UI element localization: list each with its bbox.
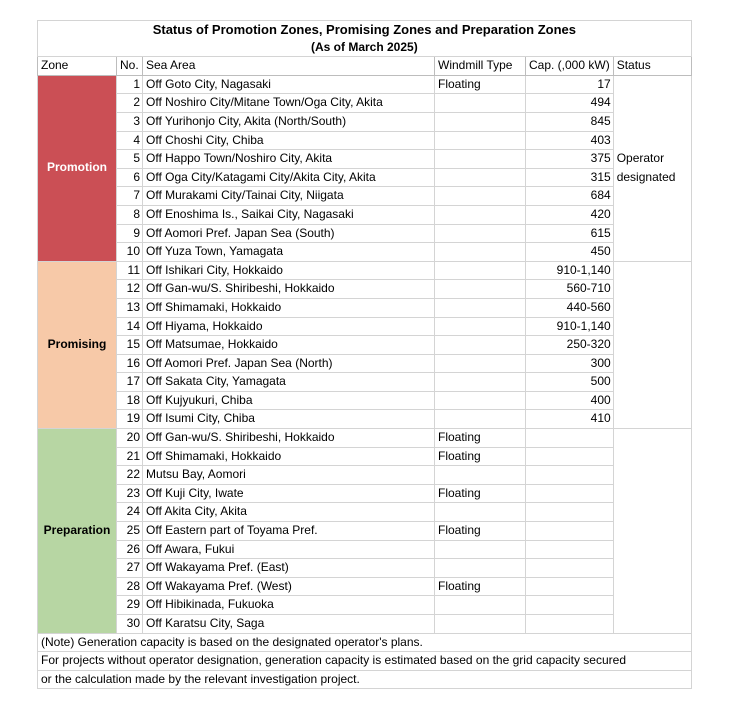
sea-area: Off Matsumae, Hokkaido bbox=[143, 336, 435, 355]
capacity bbox=[526, 484, 614, 503]
windmill-type bbox=[435, 261, 526, 280]
row-number: 17 bbox=[117, 373, 143, 392]
capacity: 500 bbox=[526, 373, 614, 392]
capacity: 315 bbox=[526, 168, 614, 187]
capacity: 910-1,140 bbox=[526, 317, 614, 336]
header-row bbox=[38, 57, 692, 76]
sea-area: Off Goto City, Nagasaki bbox=[143, 75, 435, 94]
sea-area: Off Happo Town/Noshiro City, Akita bbox=[143, 150, 435, 169]
table-row bbox=[38, 187, 692, 206]
sea-area: Off Awara, Fukui bbox=[143, 540, 435, 559]
table-row bbox=[38, 336, 692, 355]
capacity: 440-560 bbox=[526, 298, 614, 317]
sea-area: Off Noshiro City/Mitane Town/Oga City, Akita bbox=[143, 94, 435, 113]
row-number: 20 bbox=[117, 429, 143, 448]
capacity: 450 bbox=[526, 243, 614, 262]
table-row bbox=[38, 224, 692, 243]
sea-area: Off Gan-wu/S. Shiribeshi, Hokkaido bbox=[143, 429, 435, 448]
windmill-type bbox=[435, 540, 526, 559]
windmill-type bbox=[435, 615, 526, 634]
sea-area: Off Yuza Town, Yamagata bbox=[143, 243, 435, 262]
windmill-type bbox=[435, 280, 526, 299]
windmill-type: Floating bbox=[435, 75, 526, 94]
sea-area: Off Shimamaki, Hokkaido bbox=[143, 447, 435, 466]
row-number: 27 bbox=[117, 559, 143, 578]
sea-area: Off Aomori Pref. Japan Sea (South) bbox=[143, 224, 435, 243]
capacity: 910-1,140 bbox=[526, 261, 614, 280]
sea-area: Off Choshi City, Chiba bbox=[143, 131, 435, 150]
table-row bbox=[38, 615, 692, 634]
row-number: 25 bbox=[117, 522, 143, 541]
table-row bbox=[38, 540, 692, 559]
capacity: 403 bbox=[526, 131, 614, 150]
table-row bbox=[38, 522, 692, 541]
table-container bbox=[37, 20, 692, 689]
table-row bbox=[38, 168, 692, 187]
row-number: 28 bbox=[117, 577, 143, 596]
windmill-type bbox=[435, 168, 526, 187]
row-number: 23 bbox=[117, 484, 143, 503]
row-number: 18 bbox=[117, 391, 143, 410]
sea-area: Off Yurihonjo City, Akita (North/South) bbox=[143, 112, 435, 131]
capacity: 300 bbox=[526, 354, 614, 373]
table-title: Status of Promotion Zones, Promising Zones and Preparation Zones bbox=[38, 21, 692, 39]
sea-area: Off Hibikinada, Fukuoka bbox=[143, 596, 435, 615]
row-number: 1 bbox=[117, 75, 143, 94]
windmill-type bbox=[435, 559, 526, 578]
table-row bbox=[38, 298, 692, 317]
capacity: 560-710 bbox=[526, 280, 614, 299]
row-number: 2 bbox=[117, 94, 143, 113]
note-text: or the calculation made by the relevant investigation project. bbox=[38, 670, 692, 689]
table-row bbox=[38, 373, 692, 392]
table-row bbox=[38, 391, 692, 410]
row-number: 6 bbox=[117, 168, 143, 187]
capacity: 17 bbox=[526, 75, 614, 94]
note-text: For projects without operator designation, generation capacity is estimated based on the grid capacity secured bbox=[38, 652, 692, 671]
row-number: 11 bbox=[117, 261, 143, 280]
capacity: 684 bbox=[526, 187, 614, 206]
row-number: 30 bbox=[117, 615, 143, 634]
capacity bbox=[526, 596, 614, 615]
capacity bbox=[526, 559, 614, 578]
sea-area: Off Eastern part of Toyama Pref. bbox=[143, 522, 435, 541]
windmill-type bbox=[435, 224, 526, 243]
sea-area: Mutsu Bay, Aomori bbox=[143, 466, 435, 485]
windmill-type bbox=[435, 298, 526, 317]
windmill-type: Floating bbox=[435, 522, 526, 541]
zone-label-promotion: Promotion bbox=[38, 75, 117, 261]
table-row bbox=[38, 150, 692, 169]
row-number: 8 bbox=[117, 205, 143, 224]
windmill-type bbox=[435, 150, 526, 169]
sea-area: Off Kuji City, Iwate bbox=[143, 484, 435, 503]
windmill-type bbox=[435, 373, 526, 392]
status-promotion: Operator designated bbox=[613, 75, 691, 261]
row-number: 12 bbox=[117, 280, 143, 299]
row-number: 22 bbox=[117, 466, 143, 485]
capacity bbox=[526, 540, 614, 559]
windmill-type bbox=[435, 596, 526, 615]
capacity: 845 bbox=[526, 112, 614, 131]
status-preparation bbox=[613, 429, 691, 634]
zones-table bbox=[37, 20, 692, 689]
capacity bbox=[526, 615, 614, 634]
windmill-type: Floating bbox=[435, 577, 526, 596]
table-row bbox=[38, 559, 692, 578]
sea-area: Off Hiyama, Hokkaido bbox=[143, 317, 435, 336]
table-row bbox=[38, 131, 692, 150]
sea-area: Off Wakayama Pref. (East) bbox=[143, 559, 435, 578]
table-row bbox=[38, 577, 692, 596]
table-row bbox=[38, 280, 692, 299]
windmill-type bbox=[435, 131, 526, 150]
windmill-type bbox=[435, 354, 526, 373]
capacity: 615 bbox=[526, 224, 614, 243]
row-number: 15 bbox=[117, 336, 143, 355]
header-cap: Cap. (,000 kW) bbox=[526, 57, 614, 76]
table-row bbox=[38, 243, 692, 262]
zone-label-promising: Promising bbox=[38, 261, 117, 428]
windmill-type bbox=[435, 205, 526, 224]
windmill-type: Floating bbox=[435, 484, 526, 503]
windmill-type: Floating bbox=[435, 447, 526, 466]
table-row bbox=[38, 261, 692, 280]
windmill-type bbox=[435, 336, 526, 355]
sea-area: Off Karatsu City, Saga bbox=[143, 615, 435, 634]
table-row bbox=[38, 317, 692, 336]
table-row bbox=[38, 484, 692, 503]
row-number: 5 bbox=[117, 150, 143, 169]
capacity bbox=[526, 577, 614, 596]
capacity: 375 bbox=[526, 150, 614, 169]
table-row bbox=[38, 447, 692, 466]
windmill-type bbox=[435, 187, 526, 206]
row-number: 16 bbox=[117, 354, 143, 373]
windmill-type bbox=[435, 466, 526, 485]
capacity bbox=[526, 503, 614, 522]
capacity: 400 bbox=[526, 391, 614, 410]
capacity: 420 bbox=[526, 205, 614, 224]
sea-area: Off Gan-wu/S. Shiribeshi, Hokkaido bbox=[143, 280, 435, 299]
row-number: 21 bbox=[117, 447, 143, 466]
sea-area: Off Shimamaki, Hokkaido bbox=[143, 298, 435, 317]
windmill-type bbox=[435, 503, 526, 522]
capacity: 410 bbox=[526, 410, 614, 429]
header-area: Sea Area bbox=[143, 57, 435, 76]
row-number: 19 bbox=[117, 410, 143, 429]
windmill-type bbox=[435, 94, 526, 113]
row-number: 4 bbox=[117, 131, 143, 150]
row-number: 13 bbox=[117, 298, 143, 317]
table-row bbox=[38, 429, 692, 448]
sea-area: Off Aomori Pref. Japan Sea (North) bbox=[143, 354, 435, 373]
note-row bbox=[38, 670, 692, 689]
row-number: 9 bbox=[117, 224, 143, 243]
header-type: Windmill Type bbox=[435, 57, 526, 76]
capacity: 250-320 bbox=[526, 336, 614, 355]
note-row bbox=[38, 633, 692, 652]
table-row bbox=[38, 503, 692, 522]
row-number: 26 bbox=[117, 540, 143, 559]
sea-area: Off Enoshima Is., Saikai City, Nagasaki bbox=[143, 205, 435, 224]
note-text: (Note) Generation capacity is based on the designated operator's plans. bbox=[38, 633, 692, 652]
row-number: 14 bbox=[117, 317, 143, 336]
capacity bbox=[526, 466, 614, 485]
capacity bbox=[526, 522, 614, 541]
table-row bbox=[38, 112, 692, 131]
sea-area: Off Akita City, Akita bbox=[143, 503, 435, 522]
sea-area: Off Sakata City, Yamagata bbox=[143, 373, 435, 392]
table-row bbox=[38, 75, 692, 94]
table-row bbox=[38, 205, 692, 224]
windmill-type bbox=[435, 391, 526, 410]
row-number: 29 bbox=[117, 596, 143, 615]
header-no: No. bbox=[117, 57, 143, 76]
windmill-type bbox=[435, 112, 526, 131]
table-row bbox=[38, 466, 692, 485]
windmill-type bbox=[435, 410, 526, 429]
table-subtitle: (As of March 2025) bbox=[38, 39, 692, 57]
table-row bbox=[38, 354, 692, 373]
header-zone: Zone bbox=[38, 57, 117, 76]
windmill-type: Floating bbox=[435, 429, 526, 448]
sea-area: Off Oga City/Katagami City/Akita City, Akita bbox=[143, 168, 435, 187]
table-row bbox=[38, 94, 692, 113]
row-number: 24 bbox=[117, 503, 143, 522]
table-row bbox=[38, 410, 692, 429]
table-row bbox=[38, 596, 692, 615]
row-number: 3 bbox=[117, 112, 143, 131]
capacity bbox=[526, 429, 614, 448]
header-status: Status bbox=[613, 57, 691, 76]
zone-label-preparation: Preparation bbox=[38, 429, 117, 634]
sea-area: Off Wakayama Pref. (West) bbox=[143, 577, 435, 596]
capacity bbox=[526, 447, 614, 466]
capacity: 494 bbox=[526, 94, 614, 113]
note-row bbox=[38, 652, 692, 671]
status-promising bbox=[613, 261, 691, 428]
sea-area: Off Murakami City/Tainai City, Niigata bbox=[143, 187, 435, 206]
windmill-type bbox=[435, 243, 526, 262]
sea-area: Off Ishikari City, Hokkaido bbox=[143, 261, 435, 280]
sea-area: Off Kujyukuri, Chiba bbox=[143, 391, 435, 410]
sea-area: Off Isumi City, Chiba bbox=[143, 410, 435, 429]
row-number: 7 bbox=[117, 187, 143, 206]
row-number: 10 bbox=[117, 243, 143, 262]
windmill-type bbox=[435, 317, 526, 336]
